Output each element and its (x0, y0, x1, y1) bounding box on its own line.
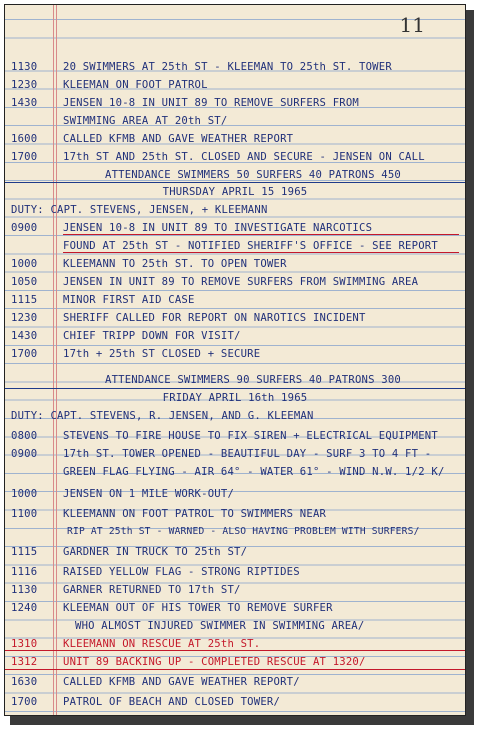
log-entry (5, 693, 465, 711)
entry-time: 1600 (11, 133, 38, 145)
entry-text: SHERIFF CALLED FOR REPORT ON NAROTICS INCIDENT (63, 312, 366, 324)
entry-text: KLEEMAN OUT OF HIS TOWER TO REMOVE SURFER (63, 602, 333, 614)
entry-text: SWIMMING AREA AT 20th ST/ (63, 115, 228, 127)
date-heading (5, 183, 465, 201)
entry-time: 0900 (11, 448, 38, 460)
log-entry (5, 505, 465, 523)
entry-time: 1310 (11, 638, 38, 650)
entry-text: KLEEMAN ON FOOT PATROL (63, 79, 208, 91)
entry-text: CALLED KFMB AND GAVE WEATHER REPORT (63, 133, 294, 145)
entry-text: 20 SWIMMERS AT 25th ST - KLEEMAN TO 25th ST. TOWER (63, 61, 392, 73)
entry-time: 1050 (11, 276, 38, 288)
entry-text: JENSEN 10-8 IN UNIT 89 TO INVESTIGATE NARCOTICS (63, 222, 373, 234)
log-entry (5, 445, 465, 463)
red-underline (63, 252, 459, 253)
entry-text: DUTY: CAPT. STEVENS, R. JENSEN, AND G. KLEEMAN (11, 410, 314, 422)
entry-text: KLEEMANN ON RESCUE AT 25th ST. (63, 638, 261, 650)
entry-time: 1230 (11, 79, 38, 91)
entry-text: JENSEN ON 1 MILE WORK-OUT/ (63, 488, 235, 500)
date-text: FRIDAY APRIL 16th 1965 (162, 392, 308, 404)
entry-text: RIP AT 25th ST - WARNED - ALSO HAVING PROBLEM WITH SURFERS/ (67, 526, 420, 537)
log-entry (5, 130, 465, 148)
entry-time: 1430 (11, 330, 38, 342)
entry-text: GARDNER IN TRUCK TO 25th ST/ (63, 546, 248, 558)
logbook-page (4, 4, 466, 716)
log-entry (5, 58, 465, 76)
entry-text: PATROL OF BEACH AND CLOSED TOWER/ (63, 696, 281, 708)
log-entry (5, 617, 465, 635)
log-entry (5, 345, 465, 363)
red-underline (5, 650, 465, 651)
entry-text: DUTY: CAPT. STEVENS, JENSEN, + KLEEMANN (11, 204, 268, 216)
entry-time: 0800 (11, 430, 38, 442)
log-entry (5, 273, 465, 291)
log-entry (5, 463, 465, 481)
entry-text: JENSEN IN UNIT 89 TO REMOVE SURFERS FROM SWIMMING AREA (63, 276, 419, 288)
entry-time: 1630 (11, 676, 38, 688)
log-entry (5, 76, 465, 94)
entry-text: JENSEN 10-8 IN UNIT 89 TO REMOVE SURFERS FROM (63, 97, 360, 109)
log-entry (5, 523, 465, 541)
entry-time: 1700 (11, 696, 38, 708)
log-entry (5, 112, 465, 130)
entry-text: GREEN FLAG FLYING - AIR 64° - WATER 61° - WIND N.W. 1/2 K/ (63, 466, 445, 478)
log-entry (5, 309, 465, 327)
entry-time: 0900 (11, 222, 38, 234)
log-entry (5, 291, 465, 309)
log-entry (5, 255, 465, 273)
entry-time: 1116 (11, 566, 38, 578)
entry-text: STEVENS TO FIRE HOUSE TO FIX SIREN + ELECTRICAL EQUIPMENT (63, 430, 438, 442)
entry-text: WHO ALMOST INJURED SWIMMER IN SWIMMING AREA/ (75, 620, 365, 632)
entry-time: 1312 (11, 656, 38, 668)
log-entry (5, 485, 465, 503)
entry-text: GARNER RETURNED TO 17th ST/ (63, 584, 241, 596)
log-entry (5, 673, 465, 691)
entry-time: 1100 (11, 508, 38, 520)
entry-text: CHIEF TRIPP DOWN FOR VISIT/ (63, 330, 241, 342)
attendance-line (5, 371, 465, 389)
log-entry (5, 581, 465, 599)
log-entry (5, 563, 465, 581)
entry-text: MINOR FIRST AID CASE (63, 294, 195, 306)
entry-text: 17th ST AND 25th ST. CLOSED AND SECURE - JENSEN ON CALL (63, 151, 425, 163)
entry-time: 1700 (11, 348, 38, 360)
duty-line (5, 201, 465, 219)
log-entry (5, 94, 465, 112)
entry-time: 1430 (11, 97, 38, 109)
log-entry (5, 599, 465, 617)
entry-time: 1130 (11, 61, 38, 73)
entry-text: 17th + 25th ST CLOSED + SECURE (63, 348, 261, 360)
entry-text: 17th ST. TOWER OPENED - BEAUTIFUL DAY - SURF 3 TO 4 FT - (63, 448, 432, 460)
entry-text: ATTENDANCE SWIMMERS 90 SURFERS 40 PATRONS 300 (105, 374, 402, 386)
date-heading (5, 389, 465, 407)
red-underline (63, 234, 459, 235)
entry-text: UNIT 89 BACKING UP - COMPLETED RESCUE AT 1320/ (63, 656, 366, 668)
entry-time: 1000 (11, 258, 38, 270)
entry-text: CALLED KFMB AND GAVE WEATHER REPORT/ (63, 676, 300, 688)
entry-text: FOUND AT 25th ST - NOTIFIED SHERIFF'S OFFICE - SEE REPORT (63, 240, 438, 252)
entry-time: 1230 (11, 312, 38, 324)
entry-text: RAISED YELLOW FLAG - STRONG RIPTIDES (63, 566, 300, 578)
log-entry (5, 327, 465, 345)
entry-time: 1130 (11, 584, 38, 596)
entry-time: 1000 (11, 488, 38, 500)
entry-text: ATTENDANCE SWIMMERS 50 SURFERS 40 PATRONS 450 (105, 169, 402, 181)
page-number: 11 (399, 13, 425, 37)
entry-text: KLEEMANN ON FOOT PATROL TO SWIMMERS NEAR (63, 508, 327, 520)
entry-time: 1115 (11, 546, 38, 558)
red-underline (5, 669, 465, 670)
entry-time: 1700 (11, 151, 38, 163)
log-entry (5, 543, 465, 561)
date-text: THURSDAY APRIL 15 1965 (162, 186, 308, 198)
log-entry (5, 427, 465, 445)
entry-time: 1240 (11, 602, 38, 614)
duty-line (5, 407, 465, 425)
entry-time: 1115 (11, 294, 38, 306)
log-entry (5, 148, 465, 166)
entry-text: KLEEMANN TO 25th ST. TO OPEN TOWER (63, 258, 287, 270)
